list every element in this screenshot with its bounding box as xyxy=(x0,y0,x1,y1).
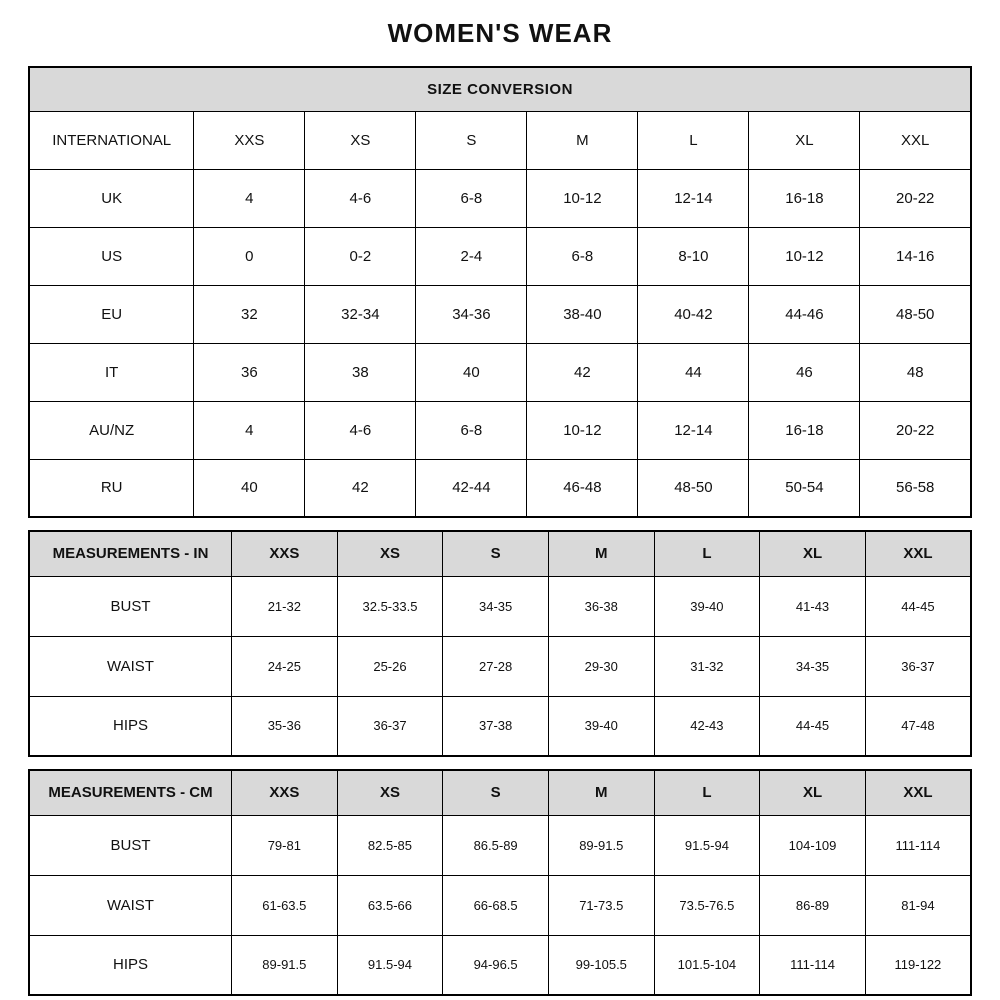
table-row xyxy=(29,459,971,517)
row-label: EU xyxy=(29,285,194,343)
size-column-header: XS xyxy=(337,531,443,576)
size-column-header: M xyxy=(548,770,654,815)
value-cell: 111-114 xyxy=(760,935,866,995)
value-cell: 48-50 xyxy=(860,285,971,343)
value-cell: 38-40 xyxy=(527,285,638,343)
size-column-header: XXS xyxy=(232,531,338,576)
value-cell: 38 xyxy=(305,343,416,401)
table-row xyxy=(29,576,971,636)
column-header-row xyxy=(29,770,971,815)
size-column-header: XL xyxy=(760,770,866,815)
value-cell: 73.5-76.5 xyxy=(654,875,760,935)
value-cell: 86.5-89 xyxy=(443,815,549,875)
row-group-header: MEASUREMENTS - CM xyxy=(29,770,232,815)
table-row xyxy=(29,227,971,285)
value-cell: 12-14 xyxy=(638,401,749,459)
table-row xyxy=(29,169,971,227)
value-cell: 37-38 xyxy=(443,696,549,756)
value-cell: 4 xyxy=(194,169,305,227)
table-row xyxy=(29,935,971,995)
value-cell: 34-35 xyxy=(760,636,866,696)
value-cell: 111-114 xyxy=(865,815,971,875)
value-cell: 44-45 xyxy=(865,576,971,636)
value-cell: 101.5-104 xyxy=(654,935,760,995)
size-column-header: XS xyxy=(337,770,443,815)
row-label: AU/NZ xyxy=(29,401,194,459)
value-cell: 50-54 xyxy=(749,459,860,517)
value-cell: 6-8 xyxy=(416,401,527,459)
row-label: BUST xyxy=(29,815,232,875)
value-cell: 27-28 xyxy=(443,636,549,696)
value-cell: 81-94 xyxy=(865,875,971,935)
value-cell: 2-4 xyxy=(416,227,527,285)
value-cell: 21-32 xyxy=(232,576,338,636)
value-cell: 47-48 xyxy=(865,696,971,756)
row-label: RU xyxy=(29,459,194,517)
value-cell: 34-35 xyxy=(443,576,549,636)
value-cell: 44-45 xyxy=(760,696,866,756)
value-cell: 104-109 xyxy=(760,815,866,875)
size-column-header: L xyxy=(654,770,760,815)
table-row xyxy=(29,401,971,459)
size-conversion-body xyxy=(29,169,971,517)
size-column-header: L xyxy=(654,531,760,576)
table-banner-row xyxy=(29,67,971,111)
page-title: WOMEN'S WEAR xyxy=(387,18,613,48)
table-row xyxy=(29,875,971,935)
value-cell: 56-58 xyxy=(860,459,971,517)
value-cell: 36-37 xyxy=(865,636,971,696)
value-cell: 40 xyxy=(416,343,527,401)
value-cell: 12-14 xyxy=(638,169,749,227)
value-cell: 46 xyxy=(749,343,860,401)
size-conversion-banner: SIZE CONVERSION xyxy=(29,67,971,111)
row-label: HIPS xyxy=(29,935,232,995)
column-header-row xyxy=(29,111,971,169)
value-cell: 94-96.5 xyxy=(443,935,549,995)
size-column-header: M xyxy=(527,111,638,169)
value-cell: 34-36 xyxy=(416,285,527,343)
row-group-header: MEASUREMENTS - IN xyxy=(29,531,232,576)
value-cell: 36-37 xyxy=(337,696,443,756)
table-row xyxy=(29,696,971,756)
size-column-header: XL xyxy=(760,531,866,576)
measurements-cm-table xyxy=(28,769,972,996)
row-label: WAIST xyxy=(29,636,232,696)
value-cell: 4-6 xyxy=(305,169,416,227)
row-label: BUST xyxy=(29,576,232,636)
value-cell: 8-10 xyxy=(638,227,749,285)
value-cell: 39-40 xyxy=(654,576,760,636)
value-cell: 99-105.5 xyxy=(548,935,654,995)
value-cell: 16-18 xyxy=(749,401,860,459)
value-cell: 36 xyxy=(194,343,305,401)
value-cell: 48 xyxy=(860,343,971,401)
value-cell: 32 xyxy=(194,285,305,343)
value-cell: 42 xyxy=(305,459,416,517)
value-cell: 16-18 xyxy=(749,169,860,227)
value-cell: 89-91.5 xyxy=(548,815,654,875)
row-label: WAIST xyxy=(29,875,232,935)
value-cell: 10-12 xyxy=(749,227,860,285)
value-cell: 24-25 xyxy=(232,636,338,696)
value-cell: 10-12 xyxy=(527,169,638,227)
value-cell: 86-89 xyxy=(760,875,866,935)
table-row xyxy=(29,636,971,696)
value-cell: 46-48 xyxy=(527,459,638,517)
value-cell: 48-50 xyxy=(638,459,749,517)
value-cell: 4 xyxy=(194,401,305,459)
size-column-header: S xyxy=(443,531,549,576)
size-column-header: XXL xyxy=(865,531,971,576)
value-cell: 20-22 xyxy=(860,401,971,459)
size-column-header: L xyxy=(638,111,749,169)
value-cell: 66-68.5 xyxy=(443,875,549,935)
table-row xyxy=(29,815,971,875)
value-cell: 44-46 xyxy=(749,285,860,343)
value-cell: 35-36 xyxy=(232,696,338,756)
size-column-header: S xyxy=(416,111,527,169)
value-cell: 42-44 xyxy=(416,459,527,517)
value-cell: 25-26 xyxy=(337,636,443,696)
measurements-cm-body xyxy=(29,815,971,995)
value-cell: 39-40 xyxy=(548,696,654,756)
size-column-header: XL xyxy=(749,111,860,169)
value-cell: 41-43 xyxy=(760,576,866,636)
measurements-in-body xyxy=(29,576,971,756)
value-cell: 71-73.5 xyxy=(548,875,654,935)
value-cell: 36-38 xyxy=(548,576,654,636)
table-row xyxy=(29,285,971,343)
size-column-header: S xyxy=(443,770,549,815)
row-label: IT xyxy=(29,343,194,401)
value-cell: 6-8 xyxy=(416,169,527,227)
size-column-header: XS xyxy=(305,111,416,169)
value-cell: 82.5-85 xyxy=(337,815,443,875)
size-column-header: XXS xyxy=(194,111,305,169)
value-cell: 0 xyxy=(194,227,305,285)
value-cell: 40-42 xyxy=(638,285,749,343)
measurements-in-table xyxy=(28,530,972,757)
value-cell: 4-6 xyxy=(305,401,416,459)
value-cell: 10-12 xyxy=(527,401,638,459)
value-cell: 14-16 xyxy=(860,227,971,285)
value-cell: 32-34 xyxy=(305,285,416,343)
value-cell: 31-32 xyxy=(654,636,760,696)
row-label: HIPS xyxy=(29,696,232,756)
size-column-header: XXL xyxy=(860,111,971,169)
value-cell: 6-8 xyxy=(527,227,638,285)
size-column-header: XXL xyxy=(865,770,971,815)
value-cell: 63.5-66 xyxy=(337,875,443,935)
value-cell: 20-22 xyxy=(860,169,971,227)
value-cell: 61-63.5 xyxy=(232,875,338,935)
value-cell: 119-122 xyxy=(865,935,971,995)
value-cell: 29-30 xyxy=(548,636,654,696)
value-cell: 42 xyxy=(527,343,638,401)
row-group-header: INTERNATIONAL xyxy=(29,111,194,169)
value-cell: 40 xyxy=(194,459,305,517)
value-cell: 0-2 xyxy=(305,227,416,285)
value-cell: 89-91.5 xyxy=(232,935,338,995)
value-cell: 91.5-94 xyxy=(337,935,443,995)
size-column-header: XXS xyxy=(232,770,338,815)
size-conversion-table xyxy=(28,66,972,518)
table-row xyxy=(29,343,971,401)
row-label: US xyxy=(29,227,194,285)
value-cell: 79-81 xyxy=(232,815,338,875)
value-cell: 42-43 xyxy=(654,696,760,756)
value-cell: 44 xyxy=(638,343,749,401)
value-cell: 32.5-33.5 xyxy=(337,576,443,636)
row-label: UK xyxy=(29,169,194,227)
value-cell: 91.5-94 xyxy=(654,815,760,875)
column-header-row xyxy=(29,531,971,576)
size-column-header: M xyxy=(548,531,654,576)
